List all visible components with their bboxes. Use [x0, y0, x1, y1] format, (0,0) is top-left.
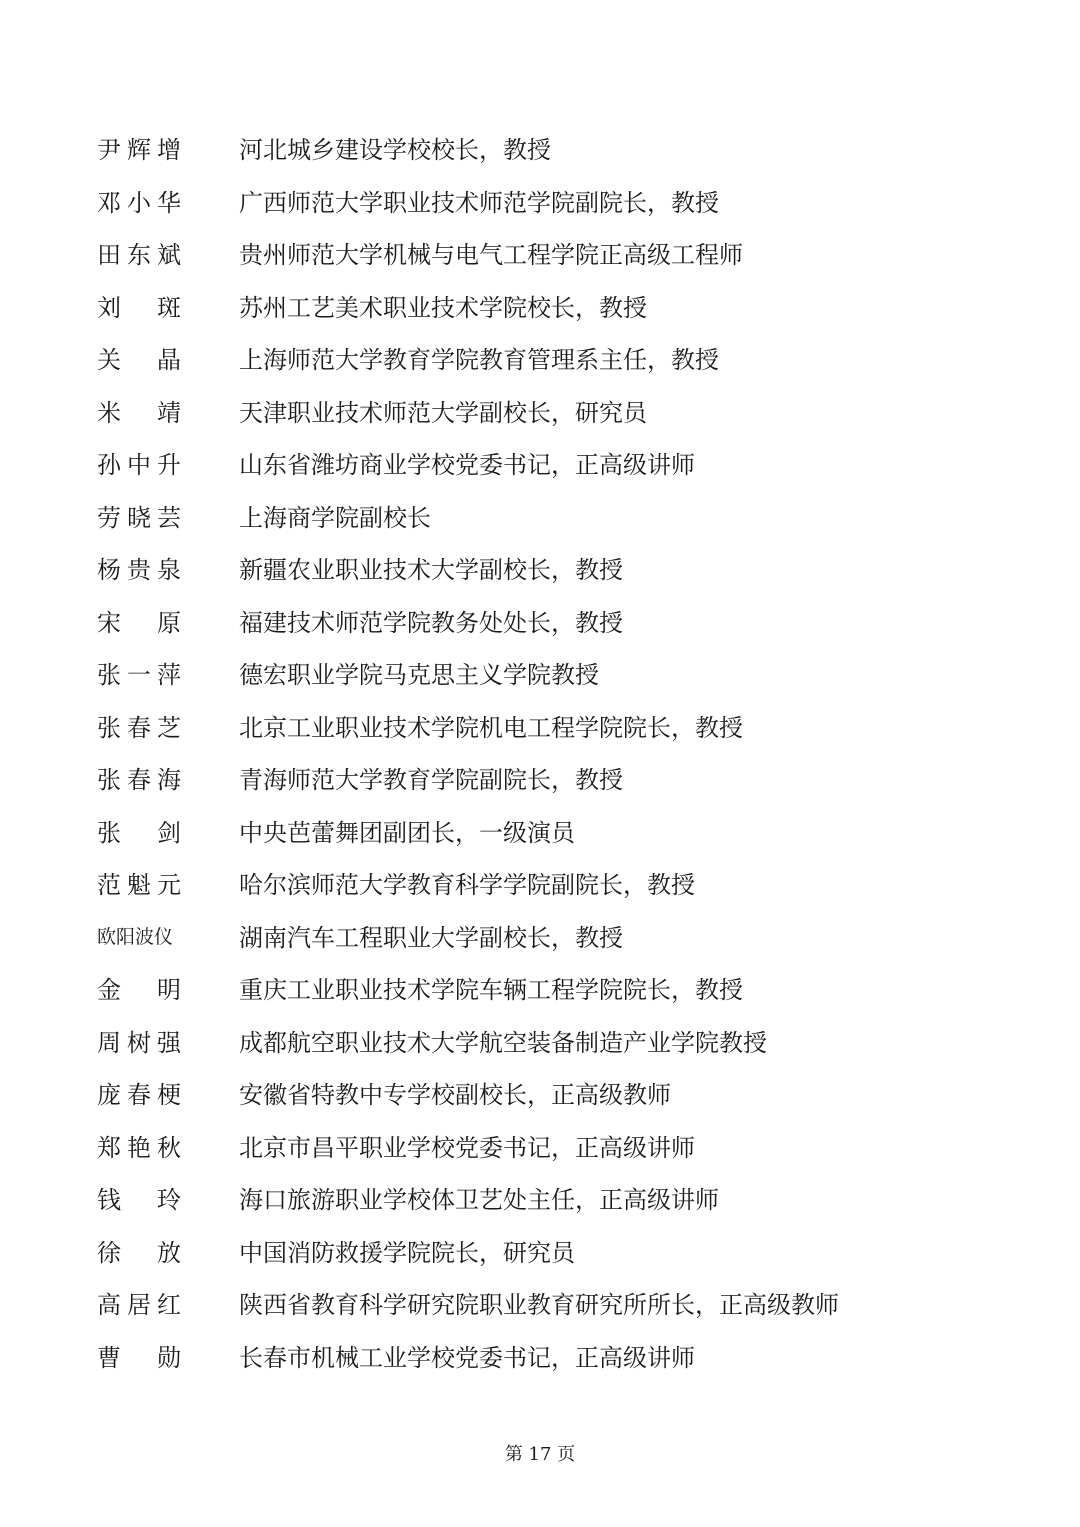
- member-name: 高 居 红: [97, 1291, 181, 1320]
- member-title: 贵州师范大学机械与电气工程学院正高级工程师: [239, 241, 743, 270]
- member-row: [97, 439, 997, 492]
- member-name: 金 明: [97, 976, 181, 1005]
- member-title: 青海师范大学教育学院副院长，教授: [239, 766, 623, 795]
- member-name: 孙 中 升: [97, 451, 181, 480]
- member-title: 海口旅游职业学校体卫艺处主任，正高级讲师: [239, 1186, 719, 1215]
- member-title: 新疆农业职业技术大学副校长，教授: [239, 556, 623, 585]
- member-title: 河北城乡建设学校校长，教授: [239, 136, 551, 165]
- member-name: 张 剑: [97, 818, 181, 847]
- member-name: 徐 放: [97, 1238, 181, 1267]
- member-row: [97, 702, 997, 755]
- member-name: 欧阳波仪: [97, 926, 174, 949]
- member-row: [97, 807, 997, 860]
- member-name: 范 魁 元: [97, 871, 181, 900]
- member-name: 周 树 强: [97, 1028, 181, 1057]
- member-name: 关 晶: [97, 346, 181, 375]
- member-title: 哈尔滨师范大学教育科学学院副院长，教授: [239, 871, 695, 900]
- member-name: 米 靖: [97, 398, 181, 427]
- member-row: [97, 1122, 997, 1175]
- member-name: 邓 小 华: [97, 188, 181, 217]
- member-title: 陕西省教育科学研究院职业教育研究所所长，正高级教师: [239, 1291, 839, 1320]
- member-row: [97, 1017, 997, 1070]
- member-name: 劳 晓 芸: [97, 503, 181, 532]
- member-row: [97, 1174, 997, 1227]
- member-title: 长春市机械工业学校党委书记，正高级讲师: [239, 1343, 695, 1372]
- member-title: 重庆工业职业技术学院车辆工程学院院长，教授: [239, 976, 743, 1005]
- member-title: 苏州工艺美术职业技术学院校长，教授: [239, 293, 647, 322]
- member-row: [97, 964, 997, 1017]
- member-name: 宋 原: [97, 608, 181, 637]
- member-row: [97, 334, 997, 387]
- member-row: [97, 754, 997, 807]
- page-number: 第 17 页: [504, 1444, 576, 1465]
- member-row: [97, 1069, 997, 1122]
- member-title: 天津职业技术师范大学副校长，研究员: [239, 398, 647, 427]
- member-title: 上海师范大学教育学院教育管理系主任，教授: [239, 346, 719, 375]
- member-name: 杨 贵 泉: [97, 556, 181, 585]
- member-title: 福建技术师范学院教务处处长，教授: [239, 608, 623, 637]
- member-row: [97, 649, 997, 702]
- member-title: 德宏职业学院马克思主义学院教授: [239, 661, 599, 690]
- member-name: 钱 玲: [97, 1186, 181, 1215]
- member-title: 广西师范大学职业技术师范学院副院长，教授: [239, 188, 719, 217]
- member-title: 安徽省特教中专学校副校长，正高级教师: [239, 1081, 671, 1110]
- member-row: [97, 1279, 997, 1332]
- member-name: 张 春 芝: [97, 713, 181, 742]
- member-name: 张 一 萍: [97, 661, 181, 690]
- member-row: [97, 544, 997, 597]
- member-title: 上海商学院副校长: [239, 503, 431, 532]
- member-name: 庞 春 梗: [97, 1081, 181, 1110]
- member-name: 刘 斑: [97, 293, 181, 322]
- member-row: [97, 229, 997, 282]
- member-row: [97, 124, 997, 177]
- member-name: 田 东 斌: [97, 241, 181, 270]
- member-title: 湖南汽车工程职业大学副校长，教授: [239, 923, 623, 952]
- member-list: [97, 124, 997, 1384]
- member-title: 成都航空职业技术大学航空装备制造产业学院教授: [239, 1028, 767, 1057]
- member-title: 北京工业职业技术学院机电工程学院院长，教授: [239, 713, 743, 742]
- member-title: 中国消防救援学院院长，研究员: [239, 1238, 575, 1267]
- member-name: 尹 辉 增: [97, 136, 181, 165]
- member-name: 曹 勋: [97, 1343, 181, 1372]
- member-row: [97, 492, 997, 545]
- member-row: [97, 387, 997, 440]
- member-row: [97, 859, 997, 912]
- member-row: [97, 177, 997, 230]
- member-row: [97, 1332, 997, 1385]
- member-name: 郑 艳 秋: [97, 1133, 181, 1162]
- member-row: [97, 912, 997, 965]
- member-name: 张 春 海: [97, 766, 181, 795]
- member-row: [97, 282, 997, 335]
- member-row: [97, 597, 997, 650]
- member-row: [97, 1227, 997, 1280]
- member-title: 山东省潍坊商业学校党委书记，正高级讲师: [239, 451, 695, 480]
- member-title: 中央芭蕾舞团副团长，一级演员: [239, 818, 575, 847]
- member-title: 北京市昌平职业学校党委书记，正高级讲师: [239, 1133, 695, 1162]
